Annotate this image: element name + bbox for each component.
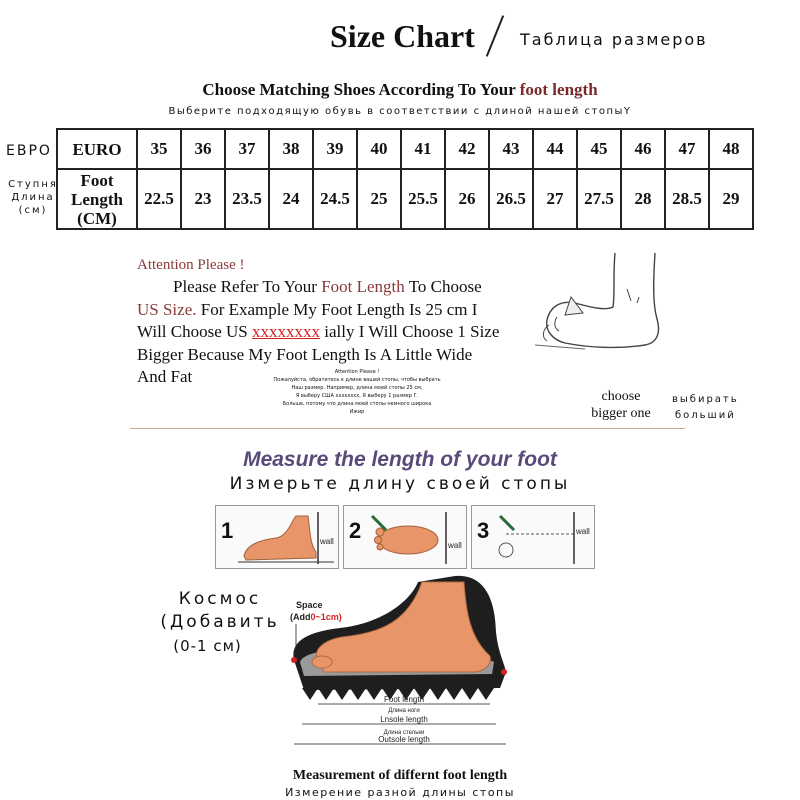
choose-text-ru: выбирать bbox=[672, 394, 739, 405]
euro-cell: 40 bbox=[357, 129, 401, 169]
euro-cell: 45 bbox=[577, 129, 621, 169]
step-2-panel bbox=[343, 505, 467, 569]
euro-cell: 47 bbox=[665, 129, 709, 169]
foot-length-label-ru: Длина ноги bbox=[388, 708, 420, 714]
length-cell: 24 bbox=[269, 169, 313, 229]
step-1-foot-icon bbox=[236, 510, 336, 566]
length-cell: 25.5 bbox=[401, 169, 445, 229]
euro-cell: 35 bbox=[137, 129, 181, 169]
subtitle bbox=[0, 80, 800, 100]
attention-line: And Fat bbox=[137, 367, 193, 386]
subtitle-highlight: foot length bbox=[519, 80, 598, 99]
choose-text: choose bbox=[601, 389, 641, 404]
euro-row bbox=[57, 129, 753, 169]
attention-line bbox=[137, 321, 547, 344]
length-cell: 26.5 bbox=[489, 169, 533, 229]
space-label-ru: Космос (Добавить bbox=[160, 589, 280, 632]
attention-heading: Attention Please ! bbox=[137, 257, 245, 273]
attention-line bbox=[137, 299, 547, 322]
attention-highlight: Foot Length bbox=[321, 277, 405, 296]
space-label: Space bbox=[296, 600, 323, 610]
section-divider bbox=[130, 428, 685, 429]
measure-title-ru: Измерьте длину своей стопы bbox=[229, 474, 571, 494]
euro-cell: 42 bbox=[445, 129, 489, 169]
insole-length-label: Lnsole length bbox=[380, 715, 428, 724]
subtitle-ru: Выберите подходящую обувь в соответствии с длиной нашей стопыY bbox=[168, 106, 632, 117]
euro-cell: 43 bbox=[489, 129, 533, 169]
subtitle-text: Choose Matching Shoes According To Your bbox=[202, 80, 520, 99]
foot-sketch-illustration bbox=[535, 245, 675, 375]
diagram-caption-ru: Измерение разной длины стопы bbox=[285, 786, 515, 799]
choose-bigger-note bbox=[586, 388, 656, 422]
length-cell: 23 bbox=[181, 169, 225, 229]
attention-line bbox=[137, 276, 547, 299]
length-cell: 28 bbox=[621, 169, 665, 229]
attention-text: Please Refer To Your bbox=[173, 277, 322, 296]
attention-text: To Choose bbox=[404, 277, 482, 296]
title-slash bbox=[486, 15, 504, 57]
length-header: Foot Length (CM) bbox=[57, 169, 137, 229]
length-label-ru: Ступня Длина (см) bbox=[8, 179, 58, 216]
page-title: Size Chart bbox=[330, 18, 475, 54]
step-3-panel bbox=[471, 505, 595, 569]
attention-ru-line: Наш размер. Например, длина моей стопы 25 см, bbox=[291, 385, 423, 391]
shoe-measurement-diagram bbox=[280, 572, 520, 762]
attention-line: Bigger Because My Foot Length Is A Little Wide bbox=[137, 344, 473, 364]
outsole-length-label: Outsole length bbox=[378, 735, 430, 744]
euro-cell: 44 bbox=[533, 129, 577, 169]
attention-highlight: US Size. bbox=[137, 299, 197, 319]
euro-header: EURO bbox=[57, 129, 137, 169]
euro-cell: 38 bbox=[269, 129, 313, 169]
attention-text: ially I Will Choose 1 Size bbox=[320, 322, 500, 341]
insole-length-label-ru: Длина стельки bbox=[383, 730, 425, 736]
bigger-one-text: bigger one bbox=[591, 406, 651, 421]
bigger-one-text-ru: больший bbox=[674, 410, 736, 421]
attention-ru-line: Ижир bbox=[349, 409, 365, 415]
length-cell: 25 bbox=[357, 169, 401, 229]
length-cell: 29 bbox=[709, 169, 753, 229]
step-wall-label: wall bbox=[576, 527, 590, 536]
length-cell: 28.5 bbox=[665, 169, 709, 229]
size-table bbox=[56, 128, 754, 230]
euro-cell: 48 bbox=[709, 129, 753, 169]
attention-text: Will Choose US bbox=[137, 322, 253, 341]
space-range-ru: (0-1 см) bbox=[173, 637, 242, 655]
space-add-text: (Add bbox=[290, 612, 311, 622]
step-number: 2 bbox=[349, 518, 362, 543]
length-cell: 22.5 bbox=[137, 169, 181, 229]
length-cell: 23.5 bbox=[225, 169, 269, 229]
euro-cell: 39 bbox=[313, 129, 357, 169]
attention-redacted: xxxxxxxx bbox=[252, 322, 321, 341]
attention-ru-line: Я выберу США xxxxxxxx, Я выберу 1 размер Г. bbox=[295, 393, 419, 399]
euro-label-ru: ЕВРО bbox=[6, 143, 52, 159]
foot-length-label: Foot length bbox=[383, 695, 425, 704]
step-3-ruler-icon bbox=[492, 510, 592, 566]
step-1-panel bbox=[215, 505, 339, 569]
euro-cell: 41 bbox=[401, 129, 445, 169]
page-title-ru: Таблица размеров bbox=[520, 30, 708, 49]
length-cell: 27.5 bbox=[577, 169, 621, 229]
space-add-label bbox=[290, 612, 342, 622]
euro-cell: 37 bbox=[225, 129, 269, 169]
attention-ru-block bbox=[232, 368, 482, 416]
step-number: 3 bbox=[477, 518, 490, 543]
attention-ru-line: Больше, потому что длина моей стопы немного широка bbox=[282, 401, 432, 407]
step-2-foot-icon bbox=[364, 510, 464, 566]
length-cell: 24.5 bbox=[313, 169, 357, 229]
attention-ru-line: Пожалуйста, обратитесь к длине вашей стопы, чтобы выбрать bbox=[273, 377, 441, 383]
choose-bigger-note-ru bbox=[672, 392, 739, 424]
length-cell: 26 bbox=[445, 169, 489, 229]
step-wall-label: wall bbox=[448, 541, 462, 550]
diagram-caption: Measurement of differnt foot length bbox=[292, 768, 508, 783]
length-row bbox=[57, 169, 753, 229]
step-number: 1 bbox=[221, 518, 234, 543]
euro-cell: 46 bbox=[621, 129, 665, 169]
attention-ru-heading: Attention Please ! bbox=[334, 369, 380, 375]
space-range-text: 0~1cm) bbox=[310, 612, 342, 622]
measure-title: Measure the length of your foot bbox=[243, 448, 557, 471]
step-wall-label: wall bbox=[320, 537, 334, 546]
length-cell: 27 bbox=[533, 169, 577, 229]
euro-cell: 36 bbox=[181, 129, 225, 169]
attention-text: For Example My Foot Length Is 25 cm I bbox=[196, 299, 478, 319]
